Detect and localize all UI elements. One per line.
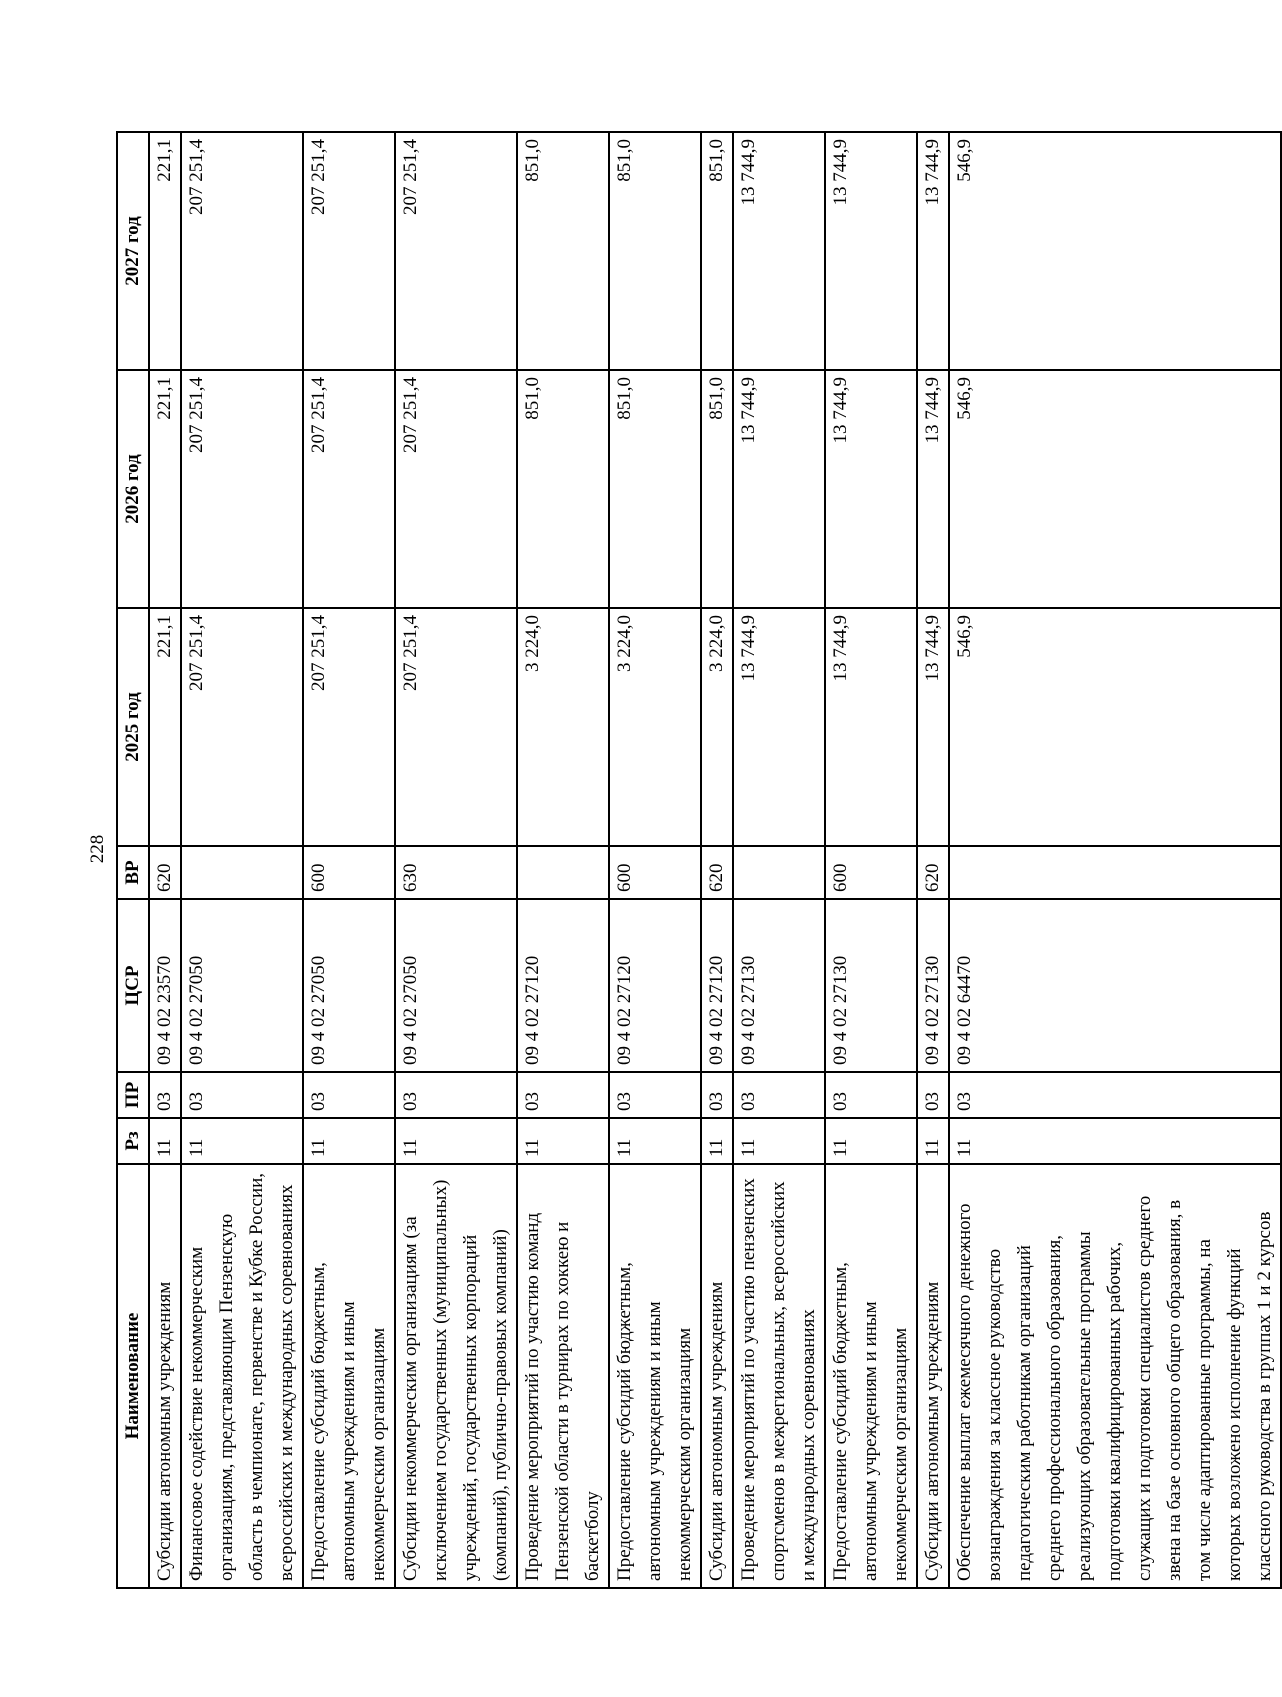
cell-pr: 03 [609,1072,701,1118]
cell-name: Проведение мероприятий по участию команд Пензенской области в турнирах по хоккею и баскетболу [517,1164,609,1588]
cell-2025: 207 251,4 [303,608,395,846]
cell-name: Субсидии некоммерческим организациям (за исключением государственных (муниципальных) учреждений, государственных корпораций (компаний), публично-правовых компаний) [395,1164,517,1588]
cell-2026: 207 251,4 [395,370,517,608]
cell-pr: 03 [517,1072,609,1118]
cell-csr: 09 4 02 64470 [949,899,1281,1072]
cell-rz: 11 [609,1118,701,1164]
header-2027: 2027 год [117,132,149,370]
header-2025: 2025 год [117,608,149,846]
cell-rz: 11 [149,1118,181,1164]
cell-vr [181,846,303,899]
cell-2026: 207 251,4 [181,370,303,608]
cell-name: Финансовое содействие некоммерческим организациям, представляющим Пензенскую область в чемпионате, первенстве и Кубке России, всероссийских и международных соревнованиях [181,1164,303,1588]
cell-2027: 546,9 [949,132,1281,370]
cell-2025: 3 224,0 [701,608,733,846]
table-row [517,132,609,1588]
cell-2026: 851,0 [609,370,701,608]
cell-2026: 207 251,4 [303,370,395,608]
cell-pr: 03 [701,1072,733,1118]
cell-rz: 11 [917,1118,949,1164]
table-row [701,132,733,1588]
cell-csr: 09 4 02 27050 [181,899,303,1072]
cell-pr: 03 [733,1072,825,1118]
cell-2025: 13 744,9 [917,608,949,846]
cell-vr: 600 [303,846,395,899]
cell-csr: 09 4 02 27120 [609,899,701,1072]
cell-name: Обеспечение выплат ежемесячного денежного вознаграждения за классное руководство педагогическим работникам организаций среднего профессионального образования, реализующих образовательные программы подготовки квалифицированных рабочих, служащих и подготовки специалистов среднего звена на базе основного общего образования, в том числе адаптированные программы, на которых возложено исполнение функций классного руководства в группах 1 и 2 курсов [949,1164,1281,1588]
cell-name: Предоставление субсидий бюджетным, автономным учреждениям и иным некоммерческим организациям [609,1164,701,1588]
cell-2027: 13 744,9 [917,132,949,370]
cell-2027: 851,0 [517,132,609,370]
table-row [149,132,181,1588]
cell-pr: 03 [303,1072,395,1118]
cell-csr: 09 4 02 23570 [149,899,181,1072]
cell-rz: 11 [395,1118,517,1164]
table-row [825,132,917,1588]
cell-2027: 207 251,4 [303,132,395,370]
cell-rz: 11 [517,1118,609,1164]
cell-csr: 09 4 02 27120 [701,899,733,1072]
table-row [609,132,701,1588]
table-row [303,132,395,1588]
cell-pr: 03 [917,1072,949,1118]
cell-2027: 13 744,9 [825,132,917,370]
table-row [395,132,517,1588]
cell-csr: 09 4 02 27130 [825,899,917,1072]
cell-name: Субсидии автономным учреждениям [149,1164,181,1588]
cell-2026: 13 744,9 [917,370,949,608]
header-name: Наименование [117,1164,149,1588]
cell-2026: 546,9 [949,370,1281,608]
header-pr: ПР [117,1072,149,1118]
header-rz: Рз [117,1118,149,1164]
cell-2027: 13 744,9 [733,132,825,370]
cell-2027: 851,0 [701,132,733,370]
cell-2025: 13 744,9 [733,608,825,846]
cell-rz: 11 [825,1118,917,1164]
cell-csr: 09 4 02 27120 [517,899,609,1072]
cell-vr: 620 [701,846,733,899]
cell-rz: 11 [181,1118,303,1164]
cell-vr: 620 [917,846,949,899]
cell-rz: 11 [303,1118,395,1164]
cell-vr: 630 [395,846,517,899]
cell-2027: 851,0 [609,132,701,370]
cell-vr: 600 [609,846,701,899]
cell-vr: 620 [149,846,181,899]
cell-vr: 600 [825,846,917,899]
cell-2026: 13 744,9 [733,370,825,608]
table-row [733,132,825,1588]
cell-name: Субсидии автономным учреждениям [701,1164,733,1588]
table-row [949,132,1281,1588]
cell-2025: 3 224,0 [517,608,609,846]
cell-2025: 546,9 [949,608,1281,846]
cell-2026: 851,0 [517,370,609,608]
cell-csr: 09 4 02 27130 [733,899,825,1072]
cell-2025: 13 744,9 [825,608,917,846]
cell-2026: 221,1 [149,370,181,608]
cell-vr [517,846,609,899]
cell-rz: 11 [949,1118,1281,1164]
cell-2027: 207 251,4 [395,132,517,370]
budget-table [116,131,1282,1589]
cell-csr: 09 4 02 27050 [395,899,517,1072]
cell-pr: 03 [825,1072,917,1118]
page-number: 228 [87,834,108,864]
table-row [917,132,949,1588]
rotated-table-container [116,133,1275,1589]
header-2026: 2026 год [117,370,149,608]
header-vr: ВР [117,846,149,899]
cell-2025: 221,1 [149,608,181,846]
cell-vr [949,846,1281,899]
cell-vr [733,846,825,899]
cell-pr: 03 [395,1072,517,1118]
cell-rz: 11 [701,1118,733,1164]
cell-2027: 207 251,4 [181,132,303,370]
cell-name: Проведение мероприятий по участию пензенских спортсменов в межрегиональных, всероссийских и международных соревнованиях [733,1164,825,1588]
cell-pr: 03 [181,1072,303,1118]
table-row [181,132,303,1588]
cell-2027: 221,1 [149,132,181,370]
cell-pr: 03 [949,1072,1281,1118]
cell-csr: 09 4 02 27130 [917,899,949,1072]
cell-name: Предоставление субсидий бюджетным, автономным учреждениям и иным некоммерческим организациям [825,1164,917,1588]
cell-2026: 13 744,9 [825,370,917,608]
header-row [117,132,149,1588]
cell-pr: 03 [149,1072,181,1118]
cell-2025: 207 251,4 [395,608,517,846]
cell-2026: 851,0 [701,370,733,608]
cell-2025: 3 224,0 [609,608,701,846]
cell-rz: 11 [733,1118,825,1164]
header-csr: ЦСР [117,899,149,1072]
cell-2025: 207 251,4 [181,608,303,846]
cell-name: Предоставление субсидий бюджетным, автономным учреждениям и иным некоммерческим организациям [303,1164,395,1588]
cell-name: Субсидии автономным учреждениям [917,1164,949,1588]
cell-csr: 09 4 02 27050 [303,899,395,1072]
